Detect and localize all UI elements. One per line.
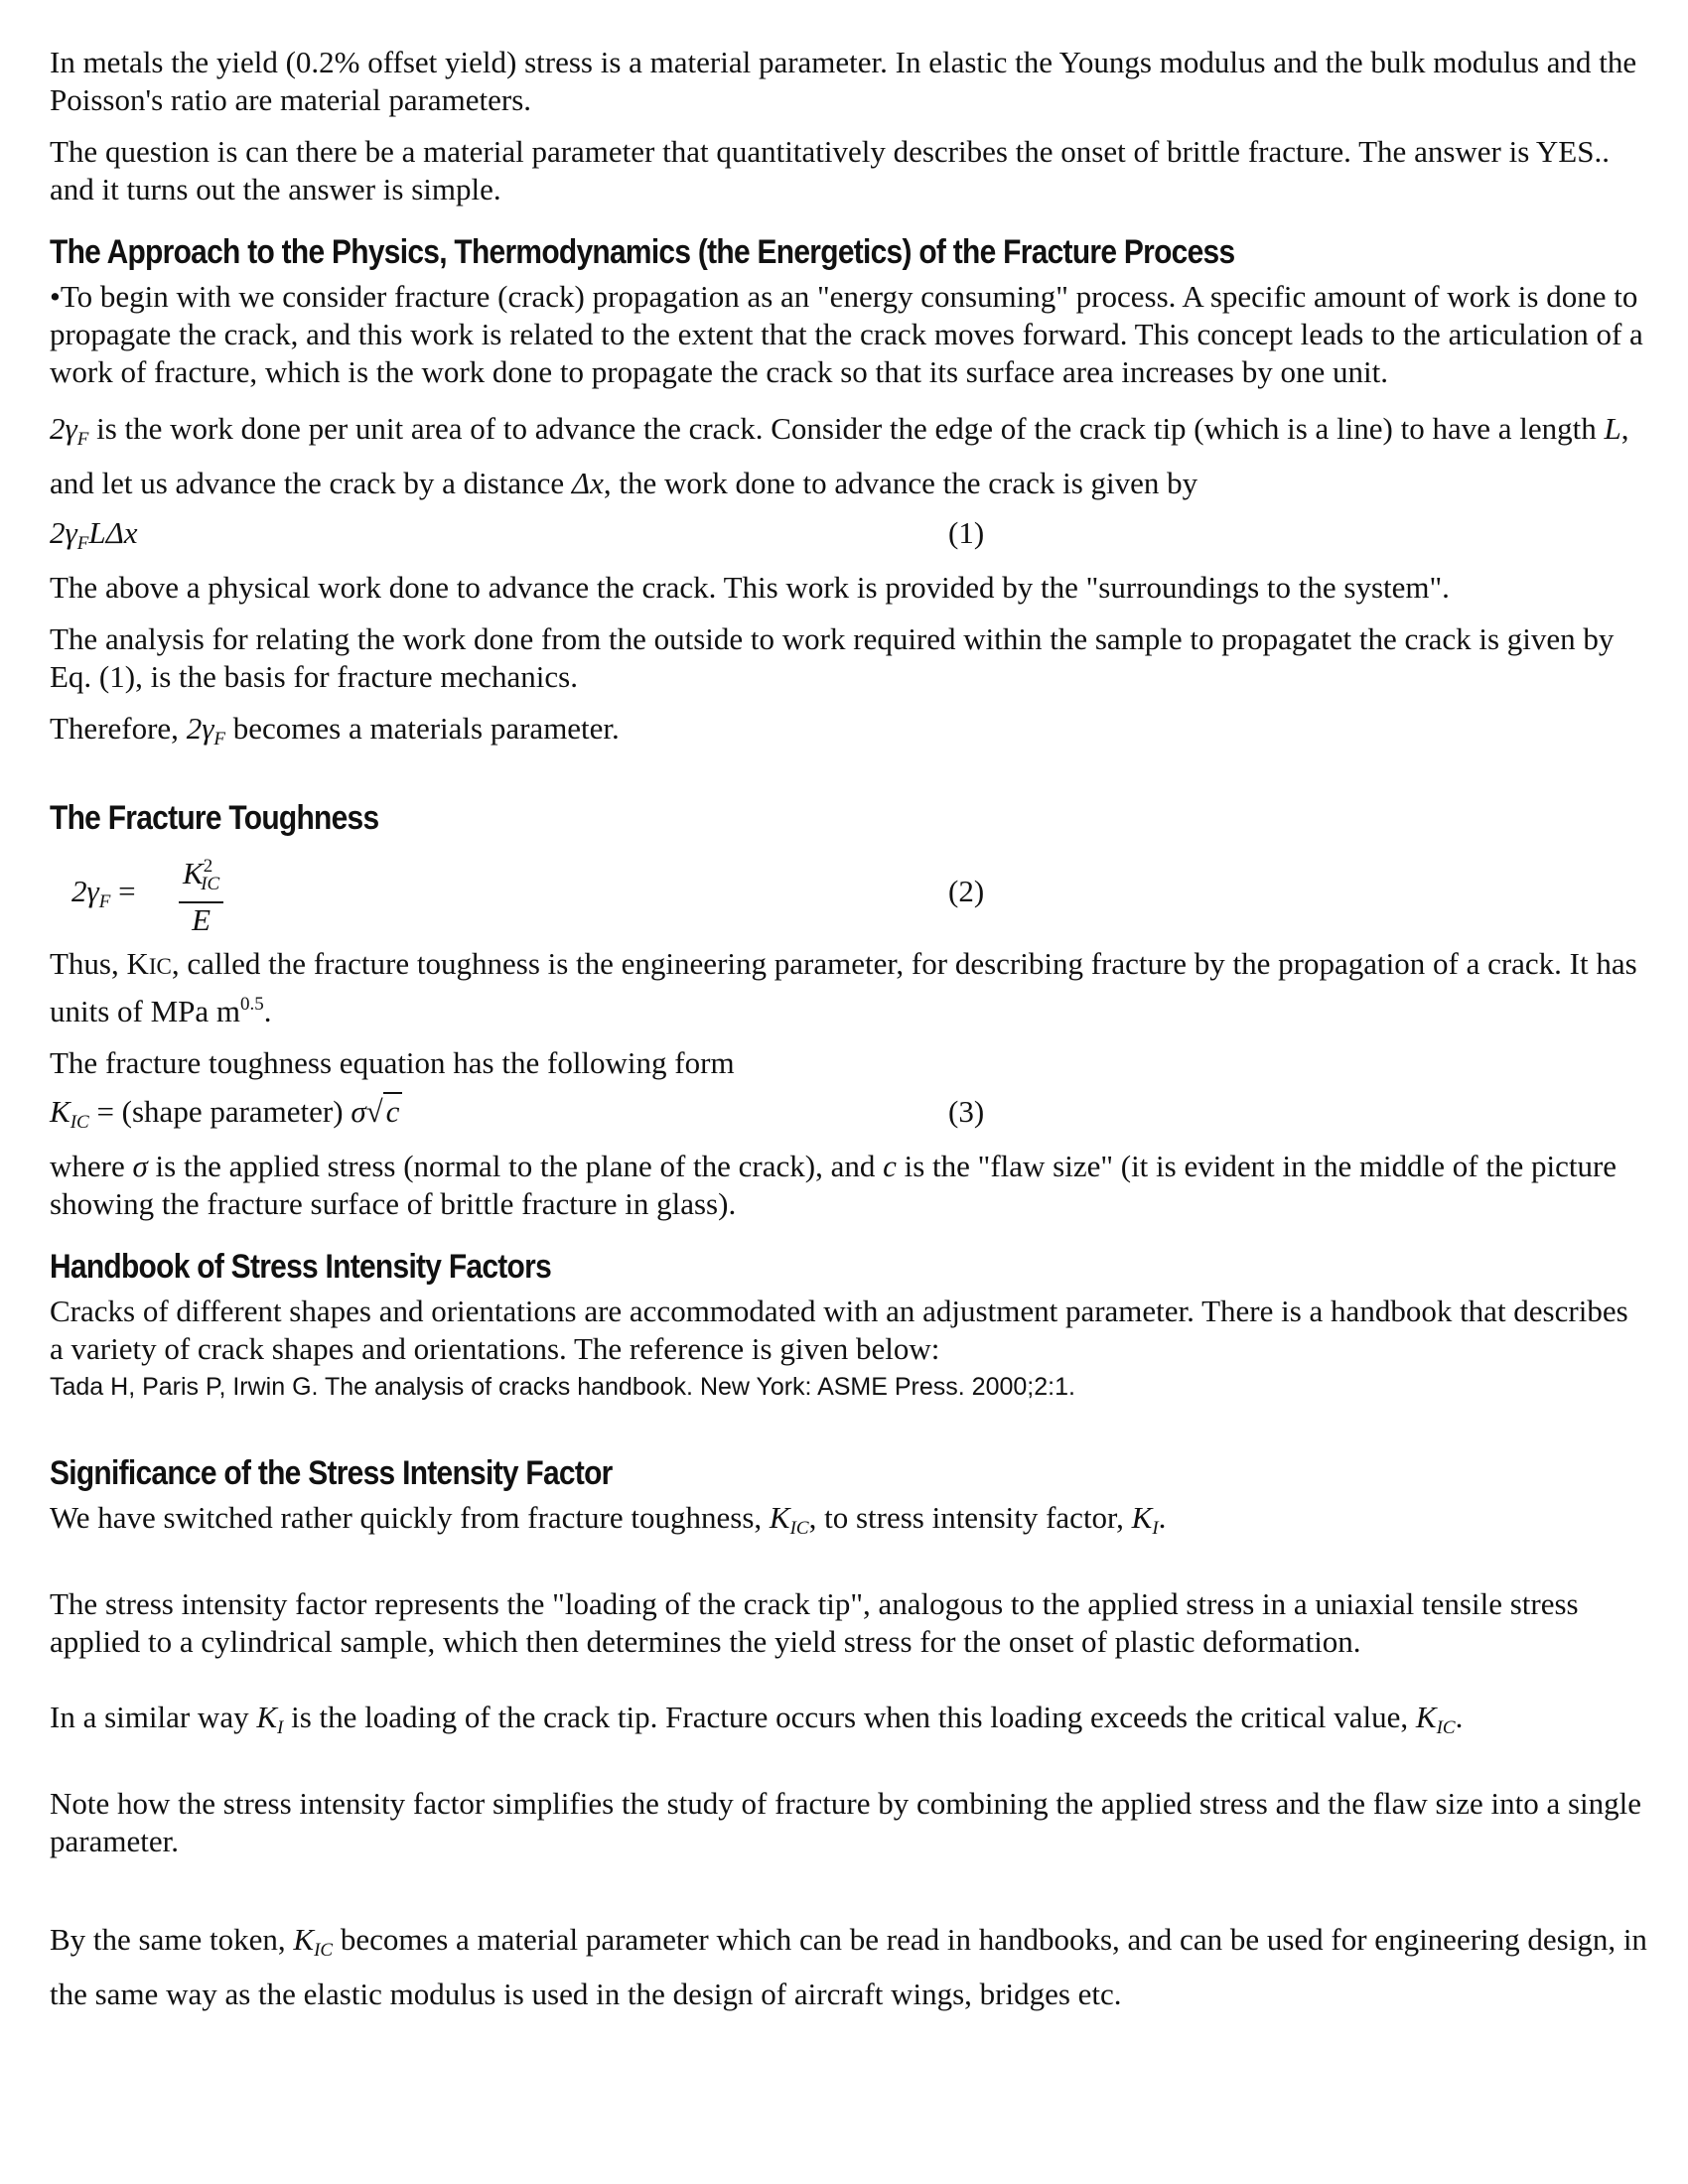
math-two-gamma: 2γ xyxy=(50,411,77,446)
text-span: is the "flaw size" (it is evident in the middle of the picture showing the fracture surface of brittle fracture in glass). xyxy=(50,1149,1618,1221)
math-k: K xyxy=(1415,1700,1437,1734)
math-l-delta-x: LΔx xyxy=(88,515,138,550)
intro-paragraph-1: In metals the yield (0.2% offset yield) stress is a material parameter. In elastic the Youngs modulus and the bulk modulus and the Poisson's ratio are material parameters. xyxy=(50,45,1637,117)
energetics-paragraph-5 xyxy=(50,710,1648,758)
math-c: c xyxy=(383,1092,403,1129)
text-span: Therefore, xyxy=(50,711,187,746)
math-two-gamma: 2γ xyxy=(50,515,77,550)
math-sub-ic: IC xyxy=(70,1112,89,1133)
text-span: Thus, K xyxy=(50,946,149,981)
equation-2 xyxy=(50,850,1648,937)
math-sub-ic: IC xyxy=(1436,1717,1456,1738)
text-span: , to stress intensity factor, xyxy=(808,1500,1132,1535)
math-sigma: σ xyxy=(351,1094,366,1129)
text-span: , called the fracture toughness is the engineering parameter, for describing fracture by the propagation of a crack. It has units of MPa m xyxy=(50,946,1637,1028)
math-l: L xyxy=(1604,411,1621,446)
text-span: . xyxy=(1455,1700,1464,1734)
math-sub-i: I xyxy=(277,1717,284,1738)
text-span: is the loading of the crack tip. Fracture occurs when this loading exceeds the critical value, xyxy=(283,1700,1416,1734)
fraction-k-squared-over-e xyxy=(179,850,223,937)
section-heading-energetics: The Approach to the Physics, Thermodynamics (the Energetics) of the Fracture Process xyxy=(50,233,1235,271)
equation-number-1: (1) xyxy=(948,515,985,550)
significance-paragraph-3 xyxy=(50,1699,1648,1747)
sqrt-c xyxy=(366,1092,403,1132)
text-span: becomes a material parameter which can be read in handbooks, and can be used for engineering design, in the same way as the elastic modulus is used in the design of aircraft wings, bridges etc. xyxy=(50,1922,1647,2011)
math-sigma: σ xyxy=(132,1149,148,1183)
text-span: is the work done per unit area of to advance the crack. Consider the edge of the crack tip (which is a line) to have a length xyxy=(88,411,1605,446)
energetics-paragraph-3: The above a physical work done to advance the crack. This work is provided by the "surroundings to the system". xyxy=(50,570,1450,605)
text-span: , and let us advance the crack by a distance xyxy=(50,411,1629,500)
math-sub-f: F xyxy=(76,533,89,554)
equation-number-2: (2) xyxy=(948,874,985,908)
equation-number-3: (3) xyxy=(948,1094,985,1129)
text-span: By the same token, xyxy=(50,1922,294,1957)
math-delta-x: Δx xyxy=(571,466,604,500)
toughness-paragraph-1 xyxy=(50,945,1648,1030)
section-heading-handbook: Handbook of Stress Intensity Factors xyxy=(50,1248,552,1286)
toughness-paragraph-3 xyxy=(50,1148,1648,1223)
energetics-paragraph-1: •To begin with we consider fracture (crack) propagation as an "energy consuming" process. A specific amount of work is done to propagate the crack, and this work is related to the extent that the crack moves forward. This concept leads to the articulation of a work of fracture, which is the work done to propagate the crack so that its surface area increases by one unit. xyxy=(50,279,1643,389)
handbook-reference: Tada H, Paris P, Irwin G. The analysis of cracks handbook. New York: ASME Press. 2000;2:1. xyxy=(50,1373,1075,1401)
sup-exponent: 0.5 xyxy=(240,994,264,1015)
math-sub-ic: IC xyxy=(789,1518,809,1539)
math-two-gamma: 2γ xyxy=(186,711,214,746)
text-span: . xyxy=(1158,1500,1167,1535)
equation-3-text: = (shape parameter) xyxy=(88,1094,352,1129)
handbook-paragraph-1: Cracks of different shapes and orientations are accommodated with an adjustment parameter. There is a handbook that describes a variety of crack shapes and orientations. The reference is given below: xyxy=(50,1294,1628,1366)
intro-paragraph-2: The question is can there be a material parameter that quantitatively describes the onset of brittle fracture. The answer is YES.. and it turns out the answer is simple. xyxy=(50,134,1610,206)
math-sub-f: F xyxy=(76,429,89,450)
text-span: where xyxy=(50,1149,133,1183)
math-c: c xyxy=(883,1149,897,1183)
text-span: We have switched rather quickly from fracture toughness, xyxy=(50,1500,770,1535)
text-span: , the work done to advance the crack is given by xyxy=(603,466,1198,500)
math-k: K xyxy=(1131,1500,1153,1535)
equation-3 xyxy=(50,1092,1648,1136)
math-k: K xyxy=(50,1094,70,1129)
toughness-paragraph-2: The fracture toughness equation has the following form xyxy=(50,1045,735,1080)
text-span: In a similar way xyxy=(50,1700,257,1734)
energetics-paragraph-4: The analysis for relating the work done from the outside to work required within the sample to propagatet the crack is given by Eq. (1), is the basis for fracture mechanics. xyxy=(50,621,1615,694)
significance-paragraph-4: Note how the stress intensity factor simplifies the study of fracture by combining the applied stress and the flaw size into a single parameter. xyxy=(50,1786,1642,1858)
math-k: K xyxy=(769,1500,790,1535)
math-equals: = xyxy=(110,874,136,908)
math-sub-i: I xyxy=(1152,1518,1159,1539)
section-heading-fracture-toughness: The Fracture Toughness xyxy=(50,799,379,837)
math-k: K xyxy=(293,1922,315,1957)
math-sub-f: F xyxy=(213,729,226,750)
math-sub-ic: IC xyxy=(314,1940,334,1961)
text-span: is the applied stress (normal to the plane of the crack), and xyxy=(147,1149,884,1183)
math-two-gamma: 2γ xyxy=(71,874,99,908)
significance-paragraph-2: The stress intensity factor represents the "loading of the crack tip", analogous to the applied stress in a uniaxial tensile stress applied to a cylindrical sample, which then determines the yield stress for the onset of plastic deformation. xyxy=(50,1586,1579,1659)
math-e: E xyxy=(192,902,211,937)
sqrt-sign: √ xyxy=(365,1094,383,1129)
math-k: K xyxy=(183,856,204,890)
math-sub-f: F xyxy=(98,891,111,912)
text-span: becomes a materials parameter. xyxy=(225,711,620,746)
sub-ic-text: IC xyxy=(148,954,172,979)
math-sup-2: 2 xyxy=(203,856,213,877)
significance-paragraph-1 xyxy=(50,1499,1648,1548)
math-k: K xyxy=(256,1700,278,1734)
energetics-paragraph-2 xyxy=(50,407,1648,505)
document-page xyxy=(50,44,1648,2016)
equation-1 xyxy=(50,513,1648,553)
math-sub-ic: IC xyxy=(201,874,220,894)
text-span: . xyxy=(263,994,272,1028)
significance-paragraph-5 xyxy=(50,1918,1648,2016)
section-heading-significance: Significance of the Stress Intensity Factor xyxy=(50,1454,613,1492)
